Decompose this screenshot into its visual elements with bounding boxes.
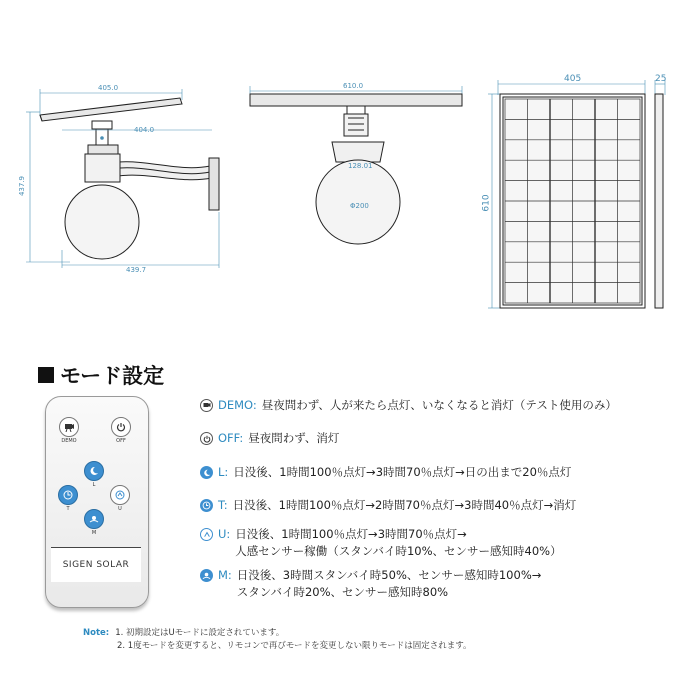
mode-key: T: bbox=[218, 498, 228, 512]
camera-icon bbox=[200, 399, 213, 412]
side-width-top-label: 405.0 bbox=[98, 84, 119, 92]
front-view-drawing bbox=[240, 70, 480, 270]
mode-key: L: bbox=[218, 465, 229, 479]
mode-desc: 日没後、1時間100％点灯→3時間70％点灯→日の出まで20％点灯 bbox=[233, 465, 572, 479]
front-neck-label: 128.01 bbox=[348, 162, 373, 170]
clock-icon bbox=[63, 490, 73, 500]
moon-icon bbox=[89, 466, 99, 476]
mode-key: M: bbox=[218, 568, 232, 582]
clock-icon bbox=[200, 499, 213, 512]
motion-icon bbox=[89, 514, 99, 524]
u-mode-button[interactable] bbox=[110, 485, 130, 505]
off-label: OFF bbox=[116, 438, 126, 444]
mode-u bbox=[200, 526, 562, 560]
sensor-icon bbox=[115, 490, 125, 500]
off-button[interactable] bbox=[111, 417, 131, 437]
side-width-bottom-label: 439.7 bbox=[126, 266, 147, 274]
heading-bullet bbox=[38, 367, 54, 383]
side-height-label: 437.9 bbox=[18, 175, 27, 197]
motion-icon bbox=[200, 569, 213, 582]
note-item-2: 2. 1度モードを変更すると、リモコンで再びモードを変更しない限りモードは固定されます。 bbox=[117, 641, 472, 651]
t-mode-button[interactable] bbox=[58, 485, 78, 505]
panel-height-label: 610 bbox=[481, 194, 492, 212]
mode-demo bbox=[200, 397, 617, 414]
mode-desc: 昼夜問わず、消灯 bbox=[248, 431, 340, 445]
front-width-label: 610.0 bbox=[343, 82, 364, 90]
front-globe-label: Φ200 bbox=[350, 202, 369, 210]
remote-brand: SIGEN SOLAR bbox=[51, 547, 141, 582]
m-mode-button[interactable] bbox=[84, 509, 104, 529]
mode-key: OFF: bbox=[218, 431, 244, 445]
side-arm-label: 404.0 bbox=[134, 126, 155, 134]
mode-key: U: bbox=[218, 527, 231, 541]
mode-desc: 日没後、1時間100％点灯→3時間70％点灯→ bbox=[235, 527, 467, 541]
mode-desc: 日没後、3時間スタンバイ時50%、センサー感知時100%→ bbox=[236, 568, 542, 582]
solar-panel-drawing bbox=[485, 70, 685, 320]
demo-label: DEMO bbox=[61, 438, 77, 444]
panel-depth-label: 25 bbox=[655, 74, 667, 84]
mode-desc-cont: 人感センサー稼働（スタンバイ時10%、センサー感知時40%） bbox=[235, 544, 562, 558]
mode-off bbox=[200, 430, 339, 447]
sensor-icon bbox=[200, 528, 213, 541]
moon-icon bbox=[200, 466, 213, 479]
mode-desc: 昼夜問わず、人が来たら点灯、いなくなると消灯（テスト使用のみ） bbox=[261, 398, 617, 412]
panel-width-label: 405 bbox=[564, 74, 582, 84]
note-item-1: 1. 初期設定はUモードに設定されています。 bbox=[115, 628, 285, 638]
note-block bbox=[83, 627, 472, 653]
mode-key: DEMO: bbox=[218, 398, 257, 412]
section-title: モード設定 bbox=[60, 364, 165, 388]
mode-t bbox=[200, 497, 576, 514]
m-label: M bbox=[91, 530, 97, 536]
mode-desc: 日没後、1時間100％点灯→2時間70％点灯→3時間40％点灯→消灯 bbox=[232, 498, 577, 512]
mode-m bbox=[200, 567, 541, 601]
t-label: T bbox=[66, 506, 70, 512]
mode-l bbox=[200, 464, 571, 481]
note-label: Note: bbox=[83, 628, 110, 638]
u-label: U bbox=[118, 506, 122, 512]
section-heading bbox=[38, 360, 164, 390]
mode-desc-cont: スタンバイ時20%、センサー感知時80% bbox=[236, 585, 449, 599]
side-view-drawing bbox=[0, 0, 240, 290]
power-icon bbox=[200, 432, 213, 445]
remote-control bbox=[45, 396, 149, 608]
camera-icon bbox=[64, 422, 75, 432]
demo-button[interactable] bbox=[59, 417, 79, 437]
power-icon bbox=[116, 422, 126, 432]
l-mode-button[interactable] bbox=[84, 461, 104, 481]
l-label: L bbox=[92, 482, 96, 488]
